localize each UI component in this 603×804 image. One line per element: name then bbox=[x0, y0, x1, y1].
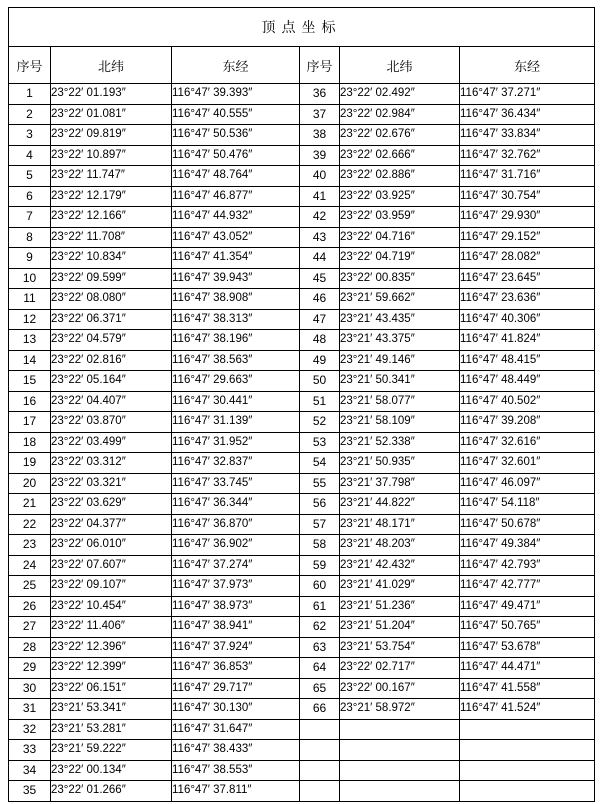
table-row bbox=[9, 453, 595, 474]
longitude-cell-right: 116°47′ 41.558″ bbox=[460, 678, 595, 699]
index-cell-left: 18 bbox=[9, 432, 51, 453]
index-cell-right: 51 bbox=[300, 391, 340, 412]
index-cell-left: 8 bbox=[9, 227, 51, 248]
index-cell-right: 58 bbox=[300, 535, 340, 556]
longitude-cell-right: 116°47′ 29.152″ bbox=[460, 227, 595, 248]
table-row bbox=[9, 309, 595, 330]
latitude-cell-right: 23°21′ 58.972″ bbox=[340, 699, 460, 720]
table-row bbox=[9, 350, 595, 371]
index-cell-left: 20 bbox=[9, 473, 51, 494]
index-cell-right: 66 bbox=[300, 699, 340, 720]
longitude-cell-left: 116°47′ 37.274″ bbox=[172, 555, 300, 576]
longitude-cell-right: 116°47′ 46.097″ bbox=[460, 473, 595, 494]
longitude-cell-right bbox=[460, 781, 595, 802]
table-row bbox=[9, 678, 595, 699]
table-row bbox=[9, 596, 595, 617]
table-row bbox=[9, 248, 595, 269]
latitude-cell-right: 23°22′ 02.676″ bbox=[340, 125, 460, 146]
longitude-cell-left: 116°47′ 36.344″ bbox=[172, 494, 300, 515]
table-row bbox=[9, 740, 595, 761]
latitude-cell-right: 23°21′ 51.236″ bbox=[340, 596, 460, 617]
index-cell-right: 56 bbox=[300, 494, 340, 515]
index-header-left: 序号 bbox=[9, 47, 51, 84]
longitude-cell-right: 116°47′ 33.834″ bbox=[460, 125, 595, 146]
latitude-cell-left: 23°22′ 02.816″ bbox=[51, 350, 172, 371]
table-row bbox=[9, 125, 595, 146]
index-cell-left: 5 bbox=[9, 166, 51, 187]
index-cell-right: 54 bbox=[300, 453, 340, 474]
longitude-cell-right: 116°47′ 48.415″ bbox=[460, 350, 595, 371]
index-cell-left: 21 bbox=[9, 494, 51, 515]
longitude-cell-left: 116°47′ 36.902″ bbox=[172, 535, 300, 556]
longitude-cell-left: 116°47′ 31.139″ bbox=[172, 412, 300, 433]
index-cell-left: 27 bbox=[9, 617, 51, 638]
latitude-cell-left: 23°22′ 12.399″ bbox=[51, 658, 172, 679]
index-cell-left: 14 bbox=[9, 350, 51, 371]
index-cell-left: 33 bbox=[9, 740, 51, 761]
longitude-cell-right: 116°47′ 41.824″ bbox=[460, 330, 595, 351]
longitude-cell-left: 116°47′ 38.196″ bbox=[172, 330, 300, 351]
table-row bbox=[9, 576, 595, 597]
longitude-cell-right: 116°47′ 42.777″ bbox=[460, 576, 595, 597]
index-cell-right: 37 bbox=[300, 104, 340, 125]
index-cell-left: 15 bbox=[9, 371, 51, 392]
latitude-cell-left: 23°22′ 10.897″ bbox=[51, 145, 172, 166]
longitude-cell-left: 116°47′ 36.870″ bbox=[172, 514, 300, 535]
longitude-cell-right: 116°47′ 32.616″ bbox=[460, 432, 595, 453]
index-cell-left: 9 bbox=[9, 248, 51, 269]
latitude-cell-right: 23°22′ 02.984″ bbox=[340, 104, 460, 125]
table-row bbox=[9, 535, 595, 556]
longitude-cell-right: 116°47′ 32.601″ bbox=[460, 453, 595, 474]
latitude-cell-left: 23°22′ 00.134″ bbox=[51, 760, 172, 781]
latitude-cell-right: 23°21′ 37.798″ bbox=[340, 473, 460, 494]
table-title: 顶点坐标 bbox=[9, 8, 595, 47]
longitude-cell-right: 116°47′ 49.471″ bbox=[460, 596, 595, 617]
longitude-cell-right: 116°47′ 44.471″ bbox=[460, 658, 595, 679]
index-header-right: 序号 bbox=[300, 47, 340, 84]
longitude-cell-left: 116°47′ 33.745″ bbox=[172, 473, 300, 494]
index-cell-left: 23 bbox=[9, 535, 51, 556]
longitude-cell-left: 116°47′ 39.393″ bbox=[172, 84, 300, 105]
index-cell-right: 65 bbox=[300, 678, 340, 699]
table-row bbox=[9, 371, 595, 392]
table-row bbox=[9, 330, 595, 351]
longitude-cell-left: 116°47′ 48.764″ bbox=[172, 166, 300, 187]
table-row bbox=[9, 617, 595, 638]
index-cell-left: 7 bbox=[9, 207, 51, 228]
table-row bbox=[9, 104, 595, 125]
latitude-cell-left: 23°21′ 53.281″ bbox=[51, 719, 172, 740]
latitude-cell-right: 23°21′ 42.432″ bbox=[340, 555, 460, 576]
index-cell-left: 19 bbox=[9, 453, 51, 474]
index-cell-left: 17 bbox=[9, 412, 51, 433]
longitude-cell-right bbox=[460, 760, 595, 781]
index-cell-right: 43 bbox=[300, 227, 340, 248]
longitude-cell-left: 116°47′ 38.313″ bbox=[172, 309, 300, 330]
table-row bbox=[9, 186, 595, 207]
index-cell-left: 13 bbox=[9, 330, 51, 351]
index-cell-right: 57 bbox=[300, 514, 340, 535]
latitude-cell-right: 23°21′ 50.935″ bbox=[340, 453, 460, 474]
longitude-cell-left: 116°47′ 38.563″ bbox=[172, 350, 300, 371]
index-cell-right: 61 bbox=[300, 596, 340, 617]
longitude-cell-left: 116°47′ 38.973″ bbox=[172, 596, 300, 617]
latitude-cell-right: 23°22′ 02.717″ bbox=[340, 658, 460, 679]
index-cell-left: 10 bbox=[9, 268, 51, 289]
latitude-cell-left: 23°22′ 03.629″ bbox=[51, 494, 172, 515]
latitude-cell-right: 23°22′ 04.719″ bbox=[340, 248, 460, 269]
latitude-cell-left: 23°22′ 04.377″ bbox=[51, 514, 172, 535]
latitude-cell-right bbox=[340, 760, 460, 781]
latitude-cell-left: 23°22′ 11.747″ bbox=[51, 166, 172, 187]
longitude-cell-left: 116°47′ 31.952″ bbox=[172, 432, 300, 453]
latitude-cell-right: 23°21′ 41.029″ bbox=[340, 576, 460, 597]
latitude-cell-left: 23°22′ 12.396″ bbox=[51, 637, 172, 658]
latitude-header-right: 北纬 bbox=[340, 47, 460, 84]
latitude-cell-right: 23°22′ 02.886″ bbox=[340, 166, 460, 187]
longitude-cell-left: 116°47′ 44.932″ bbox=[172, 207, 300, 228]
longitude-cell-left: 116°47′ 38.553″ bbox=[172, 760, 300, 781]
latitude-cell-left: 23°22′ 04.579″ bbox=[51, 330, 172, 351]
longitude-cell-right: 116°47′ 41.524″ bbox=[460, 699, 595, 720]
latitude-cell-right: 23°21′ 48.203″ bbox=[340, 535, 460, 556]
index-cell-right: 45 bbox=[300, 268, 340, 289]
index-cell-left: 31 bbox=[9, 699, 51, 720]
longitude-cell-right: 116°47′ 40.502″ bbox=[460, 391, 595, 412]
latitude-cell-right bbox=[340, 740, 460, 761]
longitude-cell-left: 116°47′ 43.052″ bbox=[172, 227, 300, 248]
longitude-cell-left: 116°47′ 46.877″ bbox=[172, 186, 300, 207]
latitude-cell-right: 23°21′ 44.822″ bbox=[340, 494, 460, 515]
index-cell-right: 41 bbox=[300, 186, 340, 207]
longitude-cell-right: 116°47′ 28.082″ bbox=[460, 248, 595, 269]
longitude-cell-left: 116°47′ 36.853″ bbox=[172, 658, 300, 679]
latitude-cell-right bbox=[340, 719, 460, 740]
table-row bbox=[9, 84, 595, 105]
latitude-cell-left: 23°22′ 06.010″ bbox=[51, 535, 172, 556]
longitude-cell-right: 116°47′ 48.449″ bbox=[460, 371, 595, 392]
table-row bbox=[9, 145, 595, 166]
latitude-cell-left: 23°22′ 03.312″ bbox=[51, 453, 172, 474]
index-cell-left: 1 bbox=[9, 84, 51, 105]
column-header-row bbox=[9, 47, 595, 84]
longitude-cell-left: 116°47′ 41.354″ bbox=[172, 248, 300, 269]
table-row bbox=[9, 207, 595, 228]
latitude-cell-left: 23°22′ 12.166″ bbox=[51, 207, 172, 228]
latitude-cell-left: 23°21′ 59.222″ bbox=[51, 740, 172, 761]
index-cell-left: 22 bbox=[9, 514, 51, 535]
index-cell-right: 53 bbox=[300, 432, 340, 453]
table-row bbox=[9, 412, 595, 433]
index-cell-right: 36 bbox=[300, 84, 340, 105]
table-row bbox=[9, 473, 595, 494]
longitude-cell-right: 116°47′ 29.930″ bbox=[460, 207, 595, 228]
latitude-cell-left: 23°22′ 09.599″ bbox=[51, 268, 172, 289]
latitude-cell-left: 23°22′ 10.834″ bbox=[51, 248, 172, 269]
index-cell-right: 42 bbox=[300, 207, 340, 228]
index-cell-left: 6 bbox=[9, 186, 51, 207]
longitude-cell-left: 116°47′ 29.717″ bbox=[172, 678, 300, 699]
latitude-cell-right: 23°22′ 04.716″ bbox=[340, 227, 460, 248]
index-cell-left: 26 bbox=[9, 596, 51, 617]
coordinate-rows bbox=[9, 84, 595, 802]
longitude-cell-left: 116°47′ 30.441″ bbox=[172, 391, 300, 412]
table-row bbox=[9, 699, 595, 720]
index-cell-right bbox=[300, 781, 340, 802]
latitude-cell-left: 23°22′ 09.107″ bbox=[51, 576, 172, 597]
index-cell-left: 25 bbox=[9, 576, 51, 597]
latitude-cell-left: 23°22′ 01.081″ bbox=[51, 104, 172, 125]
longitude-cell-left: 116°47′ 32.837″ bbox=[172, 453, 300, 474]
longitude-cell-right: 116°47′ 39.208″ bbox=[460, 412, 595, 433]
longitude-cell-left: 116°47′ 38.908″ bbox=[172, 289, 300, 310]
longitude-cell-right: 116°47′ 37.271″ bbox=[460, 84, 595, 105]
longitude-cell-left: 116°47′ 37.973″ bbox=[172, 576, 300, 597]
index-cell-left: 32 bbox=[9, 719, 51, 740]
table-row bbox=[9, 227, 595, 248]
longitude-cell-right bbox=[460, 740, 595, 761]
latitude-cell-left: 23°22′ 07.607″ bbox=[51, 555, 172, 576]
latitude-cell-left: 23°22′ 11.708″ bbox=[51, 227, 172, 248]
index-cell-right: 47 bbox=[300, 309, 340, 330]
index-cell-left: 29 bbox=[9, 658, 51, 679]
index-cell-left: 11 bbox=[9, 289, 51, 310]
longitude-header-right: 东经 bbox=[460, 47, 595, 84]
index-cell-left: 3 bbox=[9, 125, 51, 146]
index-cell-left: 28 bbox=[9, 637, 51, 658]
table-row bbox=[9, 166, 595, 187]
longitude-cell-right: 116°47′ 36.434″ bbox=[460, 104, 595, 125]
longitude-cell-left: 116°47′ 39.943″ bbox=[172, 268, 300, 289]
index-cell-right: 52 bbox=[300, 412, 340, 433]
latitude-cell-right: 23°22′ 00.835″ bbox=[340, 268, 460, 289]
latitude-cell-right: 23°21′ 43.375″ bbox=[340, 330, 460, 351]
index-cell-right: 49 bbox=[300, 350, 340, 371]
longitude-cell-right: 116°47′ 49.384″ bbox=[460, 535, 595, 556]
index-cell-left: 4 bbox=[9, 145, 51, 166]
longitude-cell-right: 116°47′ 42.793″ bbox=[460, 555, 595, 576]
index-cell-right: 62 bbox=[300, 617, 340, 638]
longitude-cell-left: 116°47′ 50.536″ bbox=[172, 125, 300, 146]
latitude-cell-right: 23°22′ 00.167″ bbox=[340, 678, 460, 699]
latitude-cell-left: 23°22′ 03.870″ bbox=[51, 412, 172, 433]
index-cell-right bbox=[300, 740, 340, 761]
latitude-cell-left: 23°21′ 53.341″ bbox=[51, 699, 172, 720]
index-cell-right: 40 bbox=[300, 166, 340, 187]
longitude-cell-left: 116°47′ 50.476″ bbox=[172, 145, 300, 166]
longitude-header-left: 东经 bbox=[172, 47, 300, 84]
longitude-cell-right: 116°47′ 50.765″ bbox=[460, 617, 595, 638]
vertex-coordinates-table bbox=[8, 7, 595, 802]
table-row bbox=[9, 760, 595, 781]
latitude-cell-left: 23°22′ 05.164″ bbox=[51, 371, 172, 392]
index-cell-left: 12 bbox=[9, 309, 51, 330]
latitude-cell-right: 23°21′ 50.341″ bbox=[340, 371, 460, 392]
latitude-cell-left: 23°22′ 06.371″ bbox=[51, 309, 172, 330]
latitude-cell-left: 23°22′ 06.151″ bbox=[51, 678, 172, 699]
table-row bbox=[9, 637, 595, 658]
table-row bbox=[9, 268, 595, 289]
latitude-cell-right: 23°21′ 58.109″ bbox=[340, 412, 460, 433]
latitude-header-left: 北纬 bbox=[51, 47, 172, 84]
latitude-cell-right: 23°21′ 52.338″ bbox=[340, 432, 460, 453]
index-cell-left: 2 bbox=[9, 104, 51, 125]
longitude-cell-right: 116°47′ 32.762″ bbox=[460, 145, 595, 166]
table-row bbox=[9, 289, 595, 310]
latitude-cell-right: 23°21′ 53.754″ bbox=[340, 637, 460, 658]
index-cell-right: 44 bbox=[300, 248, 340, 269]
index-cell-left: 35 bbox=[9, 781, 51, 802]
table-row bbox=[9, 781, 595, 802]
index-cell-right: 55 bbox=[300, 473, 340, 494]
longitude-cell-left: 116°47′ 30.130″ bbox=[172, 699, 300, 720]
longitude-cell-right: 116°47′ 23.645″ bbox=[460, 268, 595, 289]
index-cell-left: 24 bbox=[9, 555, 51, 576]
index-cell-left: 30 bbox=[9, 678, 51, 699]
latitude-cell-right: 23°22′ 03.925″ bbox=[340, 186, 460, 207]
longitude-cell-left: 116°47′ 40.555″ bbox=[172, 104, 300, 125]
latitude-cell-left: 23°22′ 08.080″ bbox=[51, 289, 172, 310]
latitude-cell-right: 23°21′ 48.171″ bbox=[340, 514, 460, 535]
latitude-cell-left: 23°22′ 03.499″ bbox=[51, 432, 172, 453]
longitude-cell-left: 116°47′ 37.811″ bbox=[172, 781, 300, 802]
index-cell-left: 16 bbox=[9, 391, 51, 412]
latitude-cell-right: 23°21′ 49.146″ bbox=[340, 350, 460, 371]
index-cell-right: 38 bbox=[300, 125, 340, 146]
latitude-cell-left: 23°22′ 09.819″ bbox=[51, 125, 172, 146]
latitude-cell-right: 23°21′ 51.204″ bbox=[340, 617, 460, 638]
longitude-cell-right: 116°47′ 31.716″ bbox=[460, 166, 595, 187]
latitude-cell-left: 23°22′ 12.179″ bbox=[51, 186, 172, 207]
latitude-cell-right: 23°21′ 58.077″ bbox=[340, 391, 460, 412]
longitude-cell-right: 116°47′ 53.678″ bbox=[460, 637, 595, 658]
table-row bbox=[9, 494, 595, 515]
index-cell-right: 46 bbox=[300, 289, 340, 310]
longitude-cell-right: 116°47′ 30.754″ bbox=[460, 186, 595, 207]
longitude-cell-right: 116°47′ 23.636″ bbox=[460, 289, 595, 310]
latitude-cell-right: 23°21′ 43.435″ bbox=[340, 309, 460, 330]
latitude-cell-right bbox=[340, 781, 460, 802]
table-row bbox=[9, 514, 595, 535]
latitude-cell-right: 23°22′ 03.959″ bbox=[340, 207, 460, 228]
latitude-cell-left: 23°22′ 01.266″ bbox=[51, 781, 172, 802]
index-cell-right: 64 bbox=[300, 658, 340, 679]
latitude-cell-left: 23°22′ 01.193″ bbox=[51, 84, 172, 105]
index-cell-right: 63 bbox=[300, 637, 340, 658]
longitude-cell-left: 116°47′ 37.924″ bbox=[172, 637, 300, 658]
longitude-cell-right: 116°47′ 40.306″ bbox=[460, 309, 595, 330]
longitude-cell-left: 116°47′ 29.663″ bbox=[172, 371, 300, 392]
index-cell-right: 59 bbox=[300, 555, 340, 576]
latitude-cell-left: 23°22′ 03.321″ bbox=[51, 473, 172, 494]
index-cell-right bbox=[300, 719, 340, 740]
latitude-cell-left: 23°22′ 10.454″ bbox=[51, 596, 172, 617]
index-cell-left: 34 bbox=[9, 760, 51, 781]
latitude-cell-left: 23°22′ 04.407″ bbox=[51, 391, 172, 412]
index-cell-right: 48 bbox=[300, 330, 340, 351]
table-row bbox=[9, 555, 595, 576]
table-row bbox=[9, 658, 595, 679]
longitude-cell-left: 116°47′ 38.941″ bbox=[172, 617, 300, 638]
index-cell-right: 50 bbox=[300, 371, 340, 392]
table-row bbox=[9, 432, 595, 453]
latitude-cell-right: 23°22′ 02.492″ bbox=[340, 84, 460, 105]
longitude-cell-right: 116°47′ 50.678″ bbox=[460, 514, 595, 535]
longitude-cell-left: 116°47′ 31.647″ bbox=[172, 719, 300, 740]
table-row bbox=[9, 719, 595, 740]
index-cell-right: 60 bbox=[300, 576, 340, 597]
latitude-cell-right: 23°22′ 02.666″ bbox=[340, 145, 460, 166]
longitude-cell-left: 116°47′ 38.433″ bbox=[172, 740, 300, 761]
longitude-cell-right: 116°47′ 54.118″ bbox=[460, 494, 595, 515]
latitude-cell-left: 23°22′ 11.406″ bbox=[51, 617, 172, 638]
longitude-cell-right bbox=[460, 719, 595, 740]
table-row bbox=[9, 391, 595, 412]
latitude-cell-right: 23°21′ 59.662″ bbox=[340, 289, 460, 310]
index-cell-right: 39 bbox=[300, 145, 340, 166]
index-cell-right bbox=[300, 760, 340, 781]
